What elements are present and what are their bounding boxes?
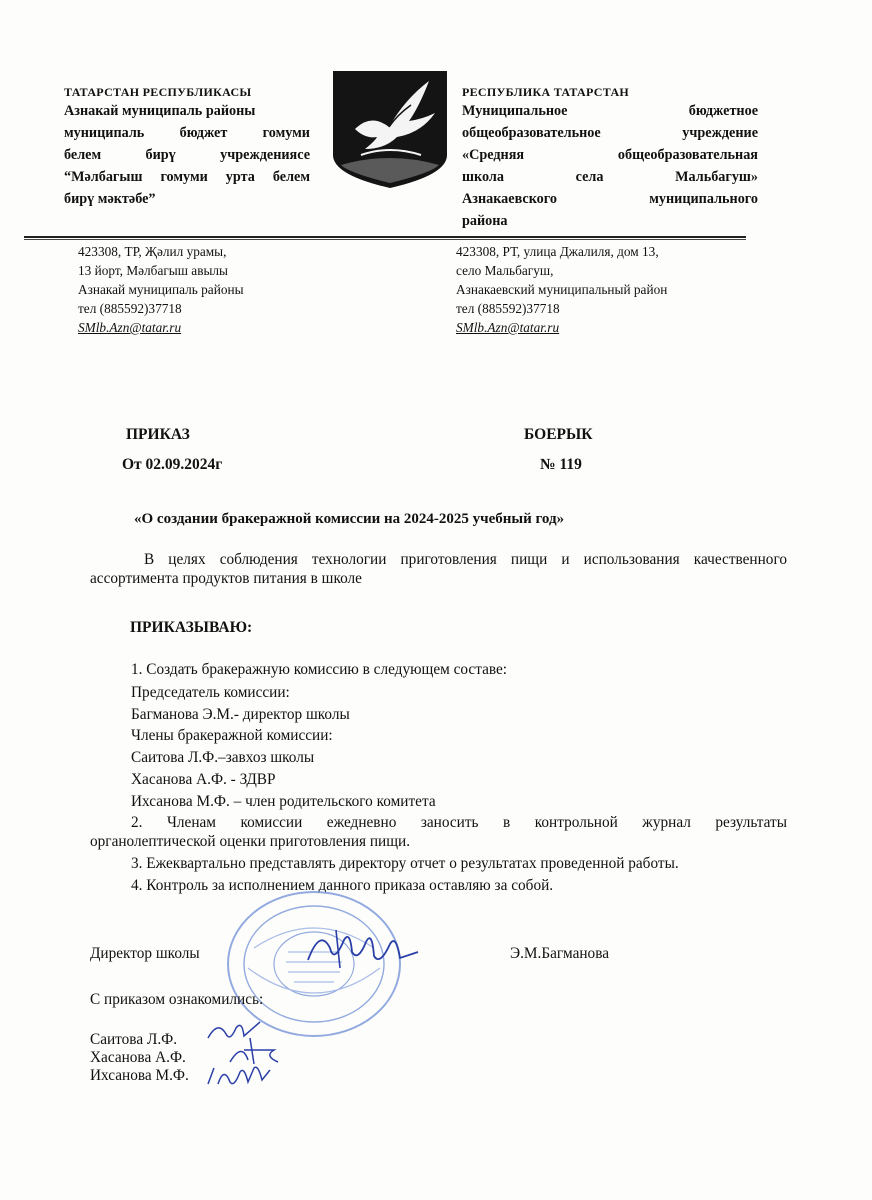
signature-3-icon: [204, 1060, 274, 1090]
address-left: [78, 242, 318, 337]
director-signature-icon: [300, 922, 420, 974]
district-emblem-icon: [331, 69, 449, 190]
member-2: Хасанова А.Ф. - ЗДВР: [131, 771, 276, 788]
header-right-republic: РЕСПУБЛИКА ТАТАРСТАН: [462, 85, 630, 99]
address-right: [456, 242, 736, 337]
order-title: «О создании бракеражной комиссии на 2024-2025 учебный год»: [134, 511, 565, 527]
intro-line1: В целях соблюдения технологии приготовления пищи и использования качественного: [144, 551, 787, 568]
item-1: 1. Создать бракеражную комиссию в следующем составе:: [131, 661, 508, 678]
chair-label: Председатель комиссии:: [131, 684, 290, 701]
order-label-ru: ПРИКАЗ: [126, 426, 190, 443]
header-left-org-line3: муниципаль бюджет гомуми: [64, 125, 310, 141]
director-name: Э.М.Багманова: [510, 945, 610, 962]
members-label: Члены бракеражной комиссии:: [131, 727, 333, 744]
address-right-line1: 423308, РТ, улица Джалиля, дом 13,: [456, 244, 659, 259]
order-date: От 02.09.2024г: [122, 456, 223, 473]
header-left-org-line5: “Мәлбагыш гомуми урта белем: [64, 169, 310, 185]
acquainted-person-3: Ихсанова М.Ф.: [90, 1067, 189, 1084]
header-right-org-line7: района: [462, 213, 508, 229]
item-4: 4. Контроль за исполнением данного приказа оставляю за собой.: [131, 877, 554, 894]
order-number: № 119: [540, 456, 582, 473]
address-right-email[interactable]: SMlb.Azn@tatar.ru: [456, 320, 560, 335]
address-right-line2: село Мальбагуш,: [456, 263, 554, 278]
header-left-tatar: [64, 84, 310, 210]
header-divider: [24, 236, 746, 238]
header-left-republic: ТАТАРСТАН РЕСПУБЛИКАСЫ: [64, 85, 252, 99]
order-label-tt: БОЕРЫК: [524, 426, 593, 443]
address-left-phone: тел (885592)37718: [78, 301, 182, 316]
header-left-org-line6: бирү мәктәбе”: [64, 191, 156, 207]
decree-word: ПРИКАЗЫВАЮ:: [130, 619, 253, 636]
address-right-line3: Азнакаевский муниципальный район: [456, 282, 668, 297]
address-left-line1: 423308, ТР, Җәлил урамы,: [78, 244, 227, 259]
acquainted-label: С приказом ознакомились:: [90, 991, 264, 1008]
intro-line2: ассортимента продуктов питания в школе: [90, 570, 362, 587]
header-right-org-line2: Муниципальное бюджетное: [462, 103, 758, 119]
item-2-line1: 2. Членам комиссии ежедневно заносить в контрольной журнал результаты: [131, 814, 787, 831]
acquainted-person-1: Саитова Л.Ф.: [90, 1031, 178, 1048]
address-left-line2: 13 йорт, Мәлбагыш авылы: [78, 263, 228, 278]
header-left-org-line4: белем бирү учреждениясе: [64, 147, 310, 163]
acquainted-person-2: Хасанова А.Ф.: [90, 1049, 186, 1066]
header-left-district: Азнакай муниципаль районы: [64, 103, 256, 119]
address-left-email[interactable]: SMlb.Azn@tatar.ru: [78, 320, 182, 335]
header-right-russian: [462, 84, 758, 232]
director-position: Директор школы: [90, 945, 200, 962]
header-divider-thin: [24, 239, 746, 240]
address-left-line3: Азнакай муниципаль районы: [78, 282, 244, 297]
header-right-org-line3: общеобразовательное учреждение: [462, 125, 758, 141]
item-3: 3. Ежеквартально представлять директору отчет о результатах проведенной работы.: [131, 855, 679, 872]
chair-name: Багманова Э.М.- директор школы: [131, 706, 350, 723]
address-right-phone: тел (885592)37718: [456, 301, 560, 316]
header-right-org-line5: школа села Мальбагуш»: [462, 169, 758, 185]
item-2-line2: органолептической оценки приготовления пищи.: [90, 833, 411, 850]
header-right-org-line4: «Средняя общеобразовательная: [462, 147, 758, 163]
header-right-org-line6: Азнакаевского муниципального: [462, 191, 758, 207]
member-3: Ихсанова М.Ф. – член родительского комитета: [131, 793, 436, 810]
member-1: Саитова Л.Ф.–завхоз школы: [131, 749, 315, 766]
